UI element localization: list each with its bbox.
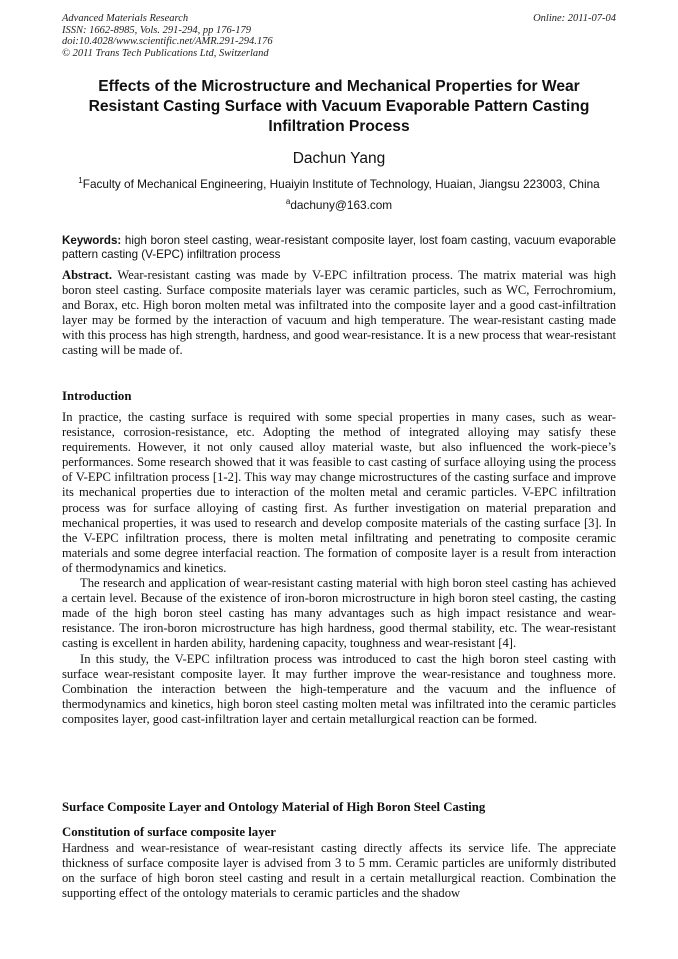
keywords: [62, 234, 616, 262]
abstract-text: Wear-resistant casting was made by V-EPC infiltration process. The matrix material was high boron steel casting. Surface composite materials layer was ceramic particles, such as WC, Ferrochromium, and Borax, etc. High boron molten metal was infiltrated into the composite layer and a good cast-infiltration layer may be formed by the interaction of vacuum and high temperature. The wear-resistant casting made with this process has high strength, hardness, and good wear-resistance. It is a new process that wear-resistant casting will be made of.: [62, 268, 616, 358]
abstract: [62, 268, 616, 359]
abstract-label: Abstract.: [62, 268, 113, 282]
introduction-heading: Introduction: [62, 389, 132, 403]
intro-paragraph: The research and application of wear-resistant casting material with high boron steel casting has achieved a certain level. Because of the existence of iron-boron microstructure in high boron steel casting, the casting made of the high boron steel casting has many advantages such as high impact resistance and wear-resistance. The iron-boron microstructure has high hardness, good thermal stability, etc. The wear-resistant casting is excellent in harden ability, hardening capacity, toughness and wear-resistant [4].: [62, 576, 616, 651]
introduction-body: [62, 410, 616, 727]
section-body: [62, 841, 616, 901]
keywords-label: Keywords:: [62, 234, 122, 247]
author-name: Dachun Yang: [292, 150, 386, 167]
paper-title: Effects of the Microstructure and Mechanical Properties for Wear Resistant Casting Surface with Vacuum Evaporable Pattern Casting Infiltration Process: [88, 78, 590, 135]
intro-paragraph: In this study, the V-EPC infiltration process was introduced to cast the high boron steel casting with surface wear-resistant composite layer. It may further improve the wear-resistance and toughness more. Combination the interaction between the high-temperature and the vacuum and the influence of thermodynamics and kinetics, high boron steel casting molten metal was infiltrated into the ceramic particles composites layer, good cast-infiltration layer and certain metallurgical reaction can be formed.: [62, 651, 616, 726]
email: [0, 197, 678, 212]
issn-line: ISSN: 1662-8985, Vols. 291-294, pp 176-179: [62, 24, 251, 36]
section-paragraph: Hardness and wear-resistance of wear-resistant casting directly affects its service life. The appreciate thickness of surface composite layer is advised from 3 to 5 mm. Ceramic particles are uniformly distributed on the surface of high boron steel casting and result in a certain metallurgical reaction. Combination the supporting effect of the ontology materials to ceramic particles and the shadow: [62, 841, 616, 901]
doi-line: doi:10.4028/www.scientific.net/AMR.291-294.176: [62, 36, 273, 48]
email-marker: a: [285, 197, 291, 206]
copyright-line: © 2011 Trans Tech Publications Ltd, Switzerland: [62, 47, 269, 59]
affiliation-marker: 1: [78, 176, 83, 185]
keywords-text: high boron steel casting, wear-resistant composite layer, lost foam casting, vacuum evaporable pattern casting (V-EPC) infiltration process: [62, 234, 616, 262]
subsection-heading: Constitution of surface composite layer: [62, 825, 276, 839]
affiliation-text: Faculty of Mechanical Engineering, Huaiyin Institute of Technology, Huaian, Jiangsu 223003, China: [82, 176, 600, 191]
journal-header: [62, 13, 273, 59]
intro-paragraph: In practice, the casting surface is required with some special properties in many cases, such as wear-resistance, corrosion-resistance, etc. Adopting the method of integrated alloying may satisfy these requirements. However, it not only caused alloy material waste, but also influenced the work-piece’s performances. Some research showed that it was feasible to cast casting of surface alloying using the process of V-EPC infiltration process [1-2]. This way may change microstructures of the casting surface and improve its mechanical properties due to interaction of the molten metal and ceramic particles. V-EPC infiltration process was for surface alloying of casting first. As further investigation on material preparation and mechanical properties, it was used to research and develop composite materials of the casting surface [3]. In the V-EPC infiltration process, there is molten metal infiltrating and penetrating to composite ceramic materials and some degree interfacial reaction. The formation of composite layer is a result from interaction of thermodynamics and kinetics.: [62, 410, 616, 575]
email-address[interactable]: dachuny@163.com: [290, 197, 393, 212]
affiliation: [62, 176, 616, 191]
journal-name: Advanced Materials Research: [62, 13, 189, 24]
online-date: Online: 2011-07-04: [533, 13, 616, 24]
section-heading: Surface Composite Layer and Ontology Material of High Boron Steel Casting: [62, 800, 486, 814]
